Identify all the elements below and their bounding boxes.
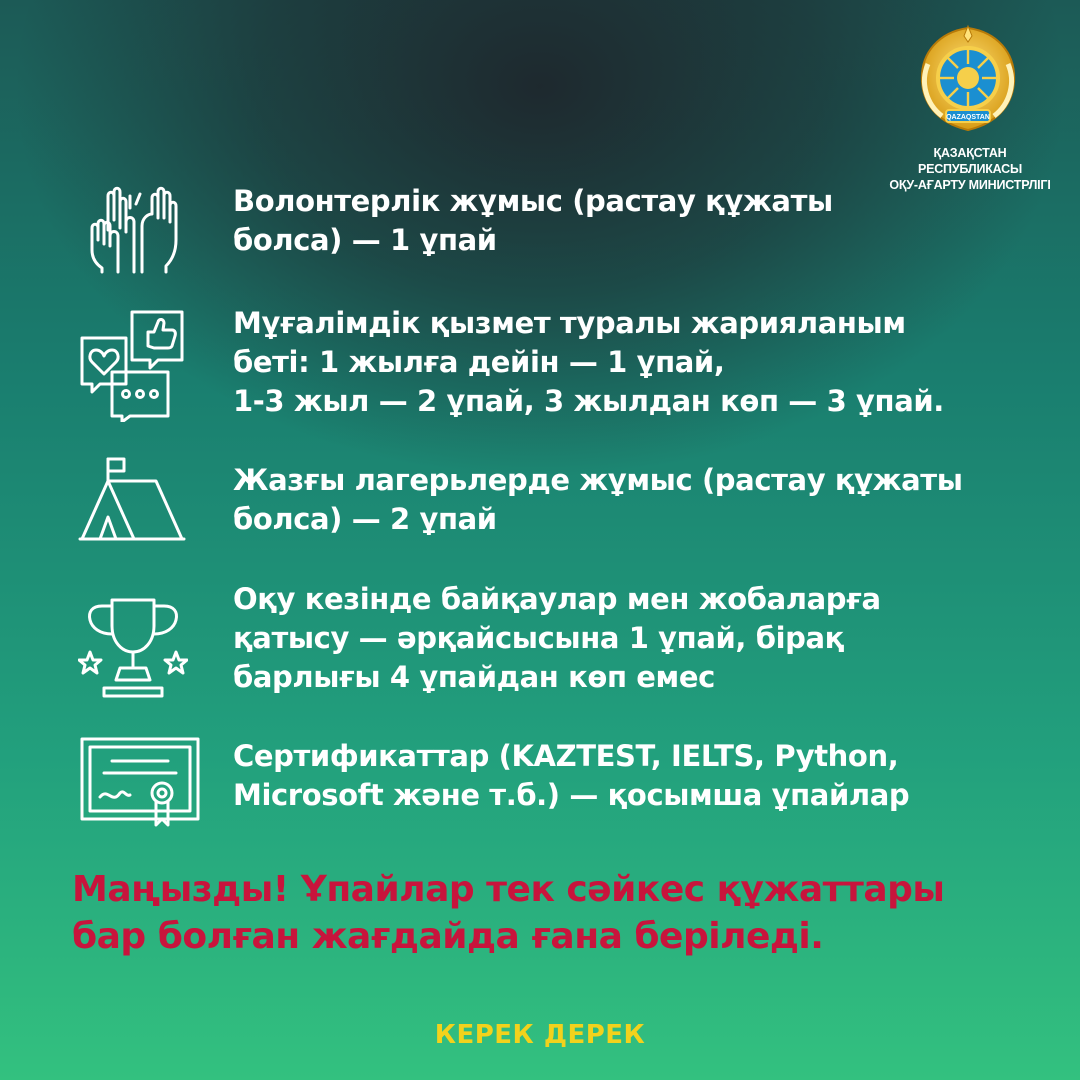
item-line: қатысу — әрқайсысына 1 ұпай, бірақ: [233, 621, 844, 655]
notice-line: бар болған жағдайда ғана беріледі.: [72, 916, 824, 957]
certificate-icon: [78, 735, 188, 835]
list-item-summer-camp: [78, 455, 1038, 545]
item-line: Сертификаттар (KAZTEST, IELTS, Python,: [233, 739, 899, 773]
footer-brand: КЕРЕК ДЕРЕК: [434, 1020, 646, 1050]
item-line: болса) — 1 ұпай: [233, 223, 497, 257]
emblem-text: QAZAQSTAN: [946, 114, 990, 121]
notice-line: Маңызды! Ұпайлар тек сәйкес құжаттары: [72, 869, 945, 910]
list-item-volunteer: [78, 178, 1038, 278]
ministry-line-2: ОҚУ-АҒАРТУ МИНИСТРЛІГІ: [889, 178, 1051, 192]
camp-tent-icon: [78, 455, 188, 545]
item-line: Жазғы лагерьлерде жұмыс (растау құжаты: [233, 463, 963, 497]
chat-bubbles-icon: [78, 310, 188, 422]
ministry-line-1: ҚАЗАҚСТАН РЕСПУБЛИКАСЫ: [917, 146, 1023, 176]
list-item-competitions: [78, 580, 1038, 700]
item-line: беті: 1 жылға дейін — 1 ұпай,: [233, 345, 725, 379]
item-line: Microsoft және т.б.) — қосымша ұпайлар: [233, 778, 910, 812]
raised-hands-icon: [78, 178, 188, 278]
item-line: болса) — 2 ұпай: [233, 502, 497, 536]
trophy-icon: [78, 596, 188, 700]
item-line: Волонтерлік жұмыс (растау құжаты: [233, 184, 833, 218]
item-line: барлығы 4 ұпайдан көп емес: [233, 660, 715, 694]
list-item-teaching-page: [78, 302, 1038, 422]
kazakhstan-state-emblem-icon: [912, 24, 1024, 136]
item-line: Мұғалімдік қызмет туралы жарияланым: [233, 306, 906, 340]
important-notice: [72, 866, 1032, 960]
item-line: 1-3 жыл — 2 ұпай, 3 жылдан көп — 3 ұпай.: [233, 384, 944, 418]
item-line: Оқу кезінде байқаулар мен жобаларға: [233, 582, 881, 616]
list-item-certificates: [78, 735, 1038, 835]
